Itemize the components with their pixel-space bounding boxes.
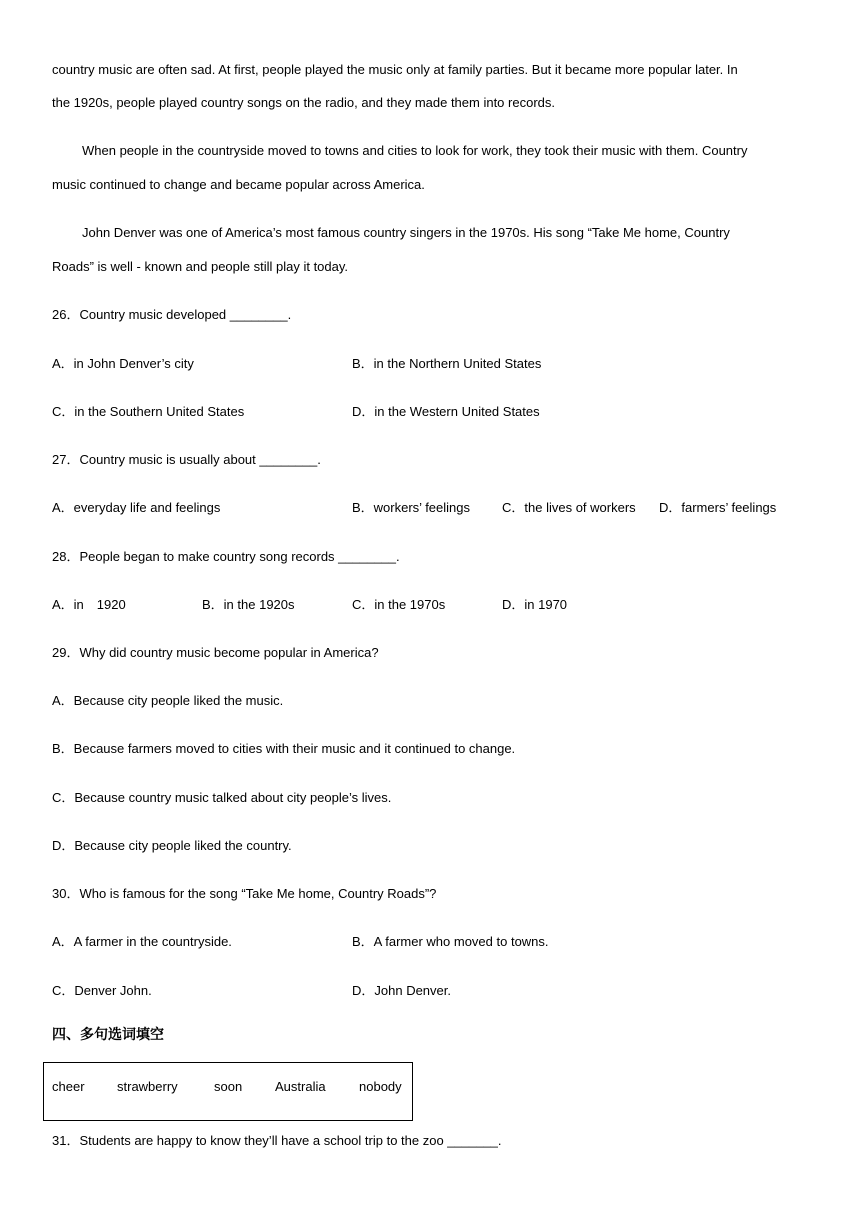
- question-29-option-a: A．Because city people liked the music.: [52, 693, 284, 708]
- word-bank-item: cheer: [52, 1079, 85, 1094]
- passage-p2-line2: music continued to change and became popular across America.: [52, 177, 425, 192]
- passage-p1-line2: the 1920s, people played country songs on the radio, and they made them into records.: [52, 95, 555, 110]
- passage-p3-line2: Roads” is well - known and people still play it today.: [52, 259, 349, 274]
- question-30-option-c: C．Denver John.: [52, 983, 152, 998]
- question-30-option-d: D．John Denver.: [352, 983, 451, 998]
- question-28-stem: 28．People began to make country song records ________.: [52, 549, 400, 564]
- question-27-option-d: D．farmers’ feelings: [659, 500, 777, 515]
- question-28-option-c: C．in the 1970s: [352, 597, 446, 612]
- question-30-stem: 30．Who is famous for the song “Take Me home, Country Roads”?: [52, 886, 437, 901]
- question-27-option-c: C．the lives of workers: [502, 500, 636, 515]
- question-26-stem: 26．Country music developed ________.: [52, 307, 292, 322]
- word-bank-item: soon: [214, 1079, 243, 1094]
- question-29-option-b: B．Because farmers moved to cities with their music and it continued to change.: [52, 741, 516, 756]
- question-27-stem: 27．Country music is usually about ________.: [52, 452, 321, 467]
- question-29-option-c: C．Because country music talked about city people’s lives.: [52, 790, 392, 805]
- question-30-option-a: A．A farmer in the countryside.: [52, 934, 232, 949]
- question-30-option-b: B．A farmer who moved to towns.: [352, 934, 549, 949]
- passage-p3-line1: John Denver was one of America’s most famous country singers in the 1970s. His song “Take Me home, Country: [82, 225, 730, 240]
- question-26-option-b: B．in the Northern United States: [352, 356, 542, 371]
- word-bank-item: nobody: [359, 1079, 402, 1094]
- question-29-stem: 29．Why did country music become popular in America?: [52, 645, 379, 660]
- question-27-option-a: A．everyday life and feelings: [52, 500, 221, 515]
- question-29-option-d: D．Because city people liked the country.: [52, 838, 292, 853]
- question-28-option-d: D．in 1970: [502, 597, 568, 612]
- question-31-stem: 31．Students are happy to know they’ll have a school trip to the zoo _______.: [52, 1133, 502, 1148]
- question-26-option-a: A．in John Denver’s city: [52, 356, 194, 371]
- section-4-title: 四、多句选词填空: [52, 1027, 164, 1043]
- question-26-option-c: C．in the Southern United States: [52, 404, 245, 419]
- question-28-option-a: A．in 1920: [52, 597, 126, 612]
- passage-p2-line1: When people in the countryside moved to towns and cities to look for work, they took their music with them. Country: [82, 143, 748, 158]
- question-26-option-d: D．in the Western United States: [352, 404, 540, 419]
- question-27-option-b: B．workers’ feelings: [352, 500, 471, 515]
- word-bank-box: [43, 1062, 413, 1121]
- question-28-option-b: B．in the 1920s: [202, 597, 295, 612]
- passage-p1-line1: country music are often sad. At first, people played the music only at family parties. But it became more popular later. In: [52, 62, 738, 77]
- word-bank-item: Australia: [275, 1079, 326, 1094]
- word-bank-item: strawberry: [117, 1079, 178, 1094]
